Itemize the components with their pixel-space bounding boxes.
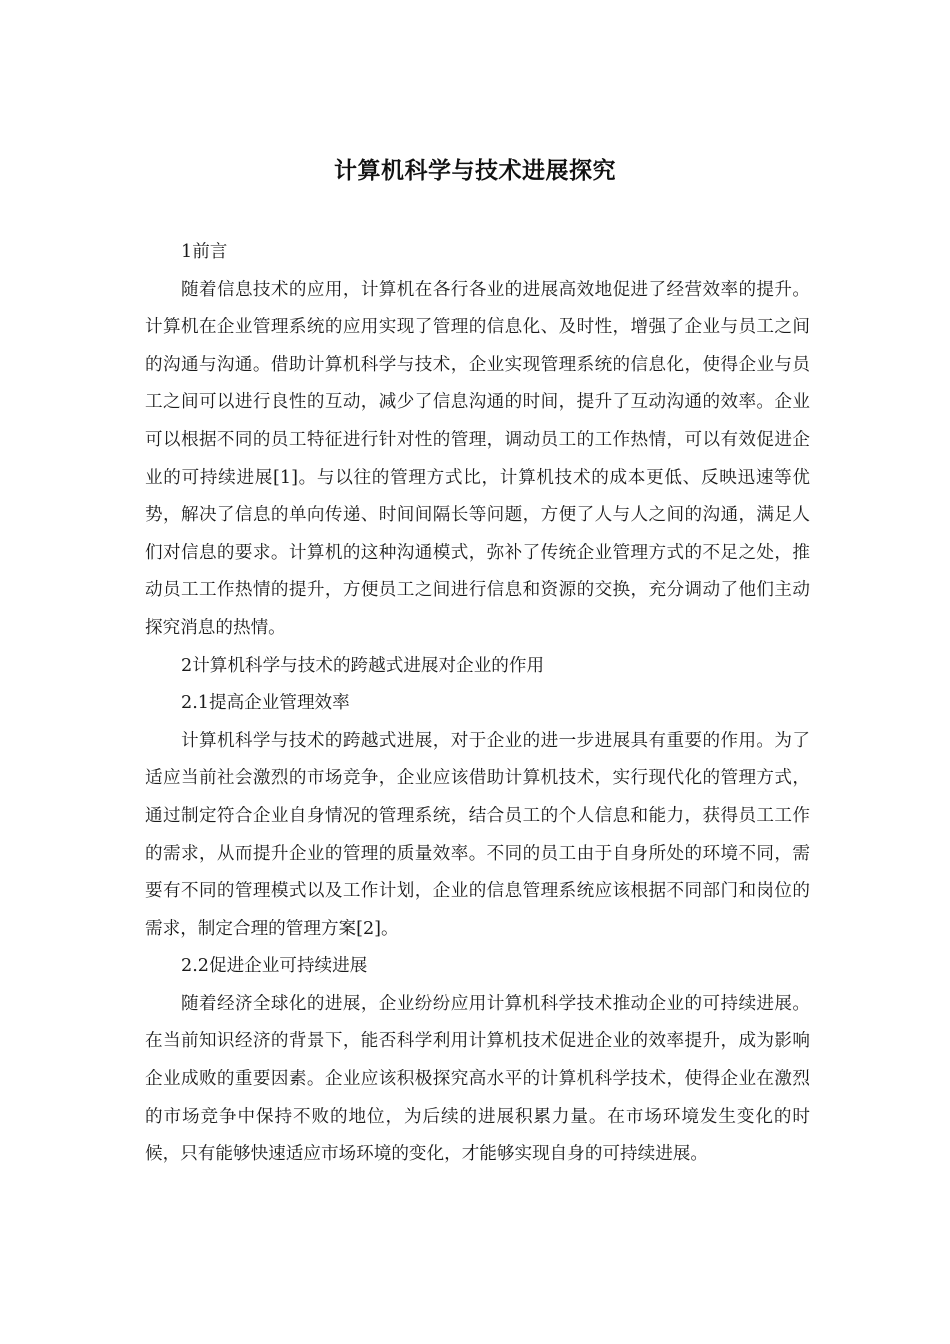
paragraph-intro: 随着信息技术的应用，计算机在各行各业的进展高效地促进了经营效率的提升。计算机在企业管理系统的应用实现了管理的信息化、及时性，增强了企业与员工之间的沟通与沟通。借助计算机科学与技术，企业实现管理系统的信息化，使得企业与员工之间可以进行良性的互动，减少了信息沟通的时间，提升了互动沟通的效率。企业可以根据不同的员工特征进行针对性的管理，调动员工的工作热情，可以有效促进企业的可持续进展[1]。与以往的管理方式比，计算机技术的成本更低、反映迅速等优势，解决了信息的单向传递、时间间隔长等问题，方便了人与人之间的沟通，满足人们对信息的要求。计算机的这种沟通模式，弥补了传统企业管理方式的不足之处，推动员工工作热情的提升，方便员工之间进行信息和资源的交换，充分调动了他们主动探究消息的热情。 <box>145 279 810 638</box>
subsection-heading-sustainability: 2.2促进企业可持续进展 <box>181 956 368 977</box>
paragraph-sustainability: 随着经济全球化的进展，企业纷纷应用计算机科学技术推动企业的可持续进展。在当前知识经济的背景下，能否科学利用计算机技术促进企业的效率提升，成为影响企业成败的重要因素。企业应该积极探究高水平的计算机科学技术，使得企业在激烈的市场竞争中保持不败的地位，为后续的进展积累力量。在市场环境发生变化的时候，只有能够快速适应市场环境的变化，才能够实现自身的可持续进展。 <box>145 993 810 1165</box>
section-heading-role: 2计算机科学与技术的跨越式进展对企业的作用 <box>181 655 545 676</box>
document-body <box>145 234 810 1174</box>
paragraph-efficiency: 计算机科学与技术的跨越式进展，对于企业的进一步进展具有重要的作用。为了适应当前社会激烈的市场竞争，企业应该借助计算机技术，实行现代化的管理方式，通过制定符合企业自身情况的管理系统，结合员工的个人信息和能力，获得员工工作的需求，从而提升企业的管理的质量效率。不同的员工由于自身所处的环境不同，需要有不同的管理模式以及工作计划，企业的信息管理系统应该根据不同部门和岗位的需求，制定合理的管理方案[2]。 <box>145 730 810 939</box>
subsection-heading-efficiency: 2.1提高企业管理效率 <box>181 693 350 714</box>
section-heading-intro: 1前言 <box>181 242 228 262</box>
document-title: 计算机科学与技术进展探究 <box>334 158 616 184</box>
